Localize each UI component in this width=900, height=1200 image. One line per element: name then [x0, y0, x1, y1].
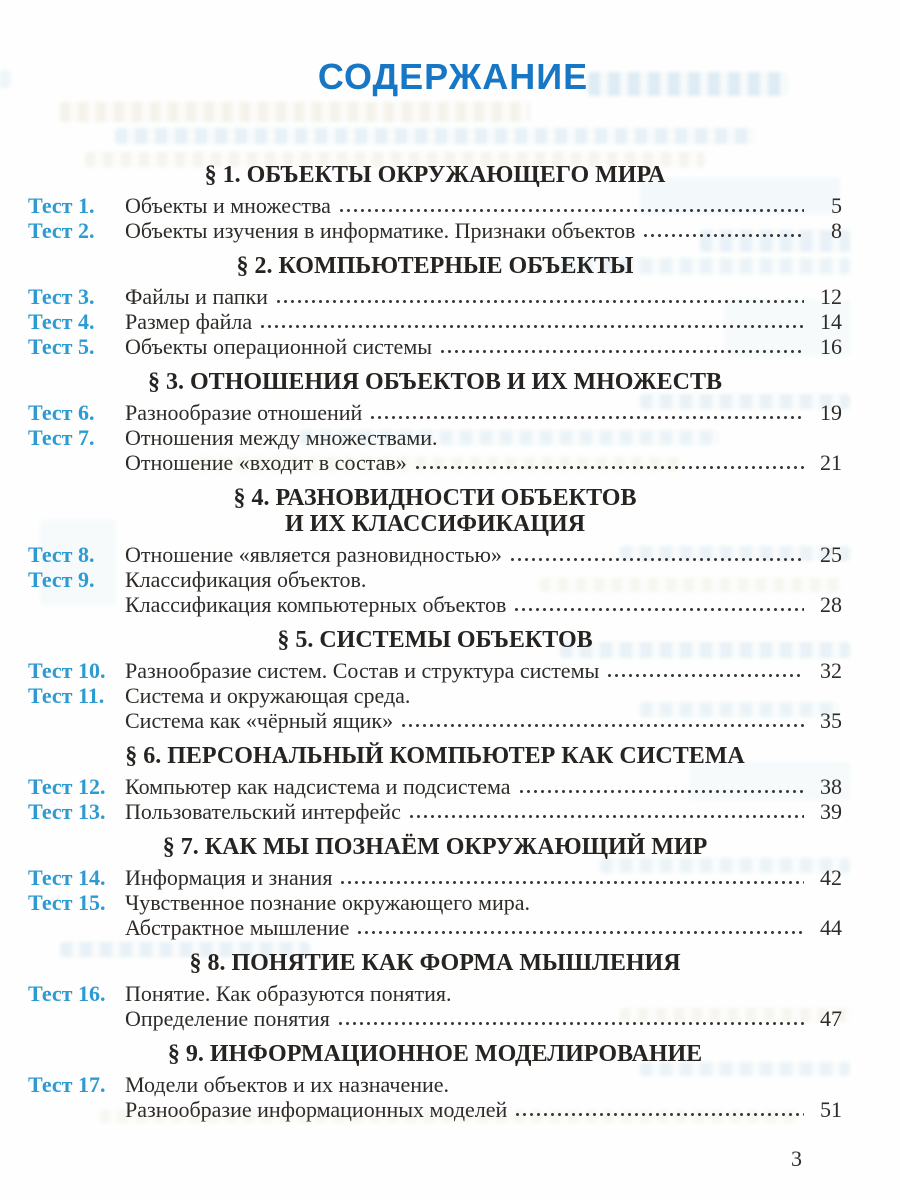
section-heading-line: § 6. ПЕРСОНАЛЬНЫЙ КОМПЬЮТЕР КАК СИСТЕМА [125, 743, 745, 769]
toc-entry-line [28, 284, 842, 309]
dotted-leader [259, 324, 804, 329]
section-heading [28, 369, 842, 395]
entry-title: Система как «чёрный ящик» [125, 708, 394, 733]
toc-section [28, 485, 842, 617]
dotted-leader [338, 208, 804, 213]
toc-entry-line [28, 1006, 842, 1031]
entry-title: Разнообразие отношений [125, 400, 363, 425]
page-ref: 44 [820, 915, 842, 940]
entry-title: Определение понятия [125, 1006, 330, 1031]
toc-entry [28, 218, 842, 243]
toc-entry [28, 890, 842, 940]
dotted-leader [642, 233, 804, 238]
page-ref: 28 [820, 592, 842, 617]
test-label: Тест 5. [28, 334, 95, 359]
page-ref: 8 [831, 218, 842, 243]
page-ref: 25 [820, 542, 842, 567]
page-number: 3 [791, 1146, 802, 1171]
toc-entry-line [28, 708, 842, 733]
toc-section [28, 162, 842, 243]
entry-title: Модели объектов и их назначение. [125, 1072, 450, 1097]
test-label: Тест 3. [28, 284, 95, 309]
test-label: Тест 17. [28, 1072, 106, 1097]
toc-section [28, 369, 842, 475]
page-ref: 38 [820, 774, 842, 799]
page-ref: 14 [820, 309, 842, 334]
toc-entry [28, 284, 842, 309]
dotted-leader [337, 1021, 804, 1026]
toc-entry-line [28, 592, 842, 617]
toc-entry [28, 425, 842, 475]
entry-title: Размер файла [125, 309, 253, 334]
dotted-leader [606, 673, 804, 678]
entry-title: Понятие. Как образуются понятия. [125, 981, 452, 1006]
page-ref: 5 [831, 193, 842, 218]
section-heading [28, 162, 842, 188]
test-label: Тест 6. [28, 400, 95, 425]
entry-title: Разнообразие информационных моделей [125, 1097, 508, 1122]
toc-entry [28, 334, 842, 359]
test-label: Тест 7. [28, 425, 95, 450]
page-ref: 39 [820, 799, 842, 824]
toc-section [28, 253, 842, 359]
test-label: Тест 14. [28, 865, 106, 890]
section-heading-line: § 9. ИНФОРМАЦИОННОЕ МОДЕЛИРОВАНИЕ [167, 1041, 703, 1067]
toc-entry [28, 400, 842, 425]
toc-entry-line [28, 542, 842, 567]
test-label: Тест 16. [28, 981, 106, 1006]
test-label: Тест 4. [28, 309, 95, 334]
toc-entry [28, 774, 842, 799]
table-of-contents [28, 162, 842, 1122]
section-heading-line: § 4. РАЗНОВИДНОСТИ ОБЪЕКТОВ [233, 485, 637, 511]
page-ref: 19 [820, 400, 842, 425]
toc-entry-line [28, 218, 842, 243]
toc-entry-line [28, 658, 842, 683]
test-label: Тест 12. [28, 774, 106, 799]
entry-title: Информация и знания [125, 865, 333, 890]
dotted-leader [509, 557, 804, 562]
dotted-leader [514, 1112, 804, 1117]
entry-title: Компьютер как надсистема и подсистема [125, 774, 511, 799]
entry-title: Объекты и множества [125, 193, 331, 218]
section-heading-line: § 1. ОБЪЕКТЫ ОКРУЖАЮЩЕГО МИРА [204, 162, 666, 188]
section-heading [28, 253, 842, 279]
section-heading [28, 834, 842, 860]
toc-entry-line [28, 450, 842, 475]
section-heading-line: § 5. СИСТЕМЫ ОБЪЕКТОВ [277, 627, 593, 653]
dotted-leader [369, 415, 804, 420]
toc-entry-line [28, 309, 842, 334]
page-ref: 47 [820, 1006, 842, 1031]
toc-section [28, 950, 842, 1031]
dotted-leader [439, 349, 804, 354]
entry-title: Файлы и папки [125, 284, 268, 309]
toc-entry-line [28, 334, 842, 359]
page-ref: 21 [820, 450, 842, 475]
page-ref: 35 [820, 708, 842, 733]
test-label: Тест 9. [28, 567, 95, 592]
toc-entry-line [28, 567, 842, 592]
toc-entry [28, 683, 842, 733]
toc-entry [28, 193, 842, 218]
section-heading-line: § 7. КАК МЫ ПОЗНАЁМ ОКРУЖАЮЩИЙ МИР [162, 834, 708, 860]
section-heading [28, 743, 842, 769]
dotted-leader [414, 465, 804, 470]
page-ref: 51 [820, 1097, 842, 1122]
entry-title: Система и окружающая среда. [125, 683, 411, 708]
toc-section [28, 627, 842, 733]
dotted-leader [275, 299, 804, 304]
dotted-leader [356, 930, 804, 935]
section-heading-line: И ИХ КЛАССИФИКАЦИЯ [284, 511, 586, 537]
dotted-leader [518, 789, 805, 794]
toc-entry [28, 658, 842, 683]
toc-entry-line [28, 981, 842, 1006]
page-ref: 42 [820, 865, 842, 890]
section-heading [28, 627, 842, 653]
test-label: Тест 1. [28, 193, 95, 218]
toc-entry [28, 981, 842, 1031]
test-label: Тест 10. [28, 658, 106, 683]
entry-title: Отношения между множествами. [125, 425, 438, 450]
section-heading-line: § 8. ПОНЯТИЕ КАК ФОРМА МЫШЛЕНИЯ [189, 950, 681, 976]
toc-entry [28, 1072, 842, 1122]
test-label: Тест 2. [28, 218, 95, 243]
toc-entry-line [28, 799, 842, 824]
section-heading-line: § 3. ОТНОШЕНИЯ ОБЪЕКТОВ И ИХ МНОЖЕСТВ [148, 369, 722, 395]
test-label: Тест 13. [28, 799, 106, 824]
test-label: Тест 15. [28, 890, 106, 915]
entry-title: Отношение «входит в состав» [125, 450, 407, 475]
toc-section [28, 834, 842, 940]
page-title: СОДЕРЖАНИЕ [317, 56, 589, 97]
entry-title: Пользовательский интерфейс [125, 799, 401, 824]
toc-entry [28, 542, 842, 567]
dotted-leader [408, 814, 804, 819]
entry-title: Отношение «является разновидностью» [125, 542, 502, 567]
entry-title: Объекты операционной системы [125, 334, 433, 359]
toc-section [28, 743, 842, 824]
section-heading [28, 1041, 842, 1067]
dotted-leader [339, 880, 804, 885]
entry-title: Разнообразие систем. Состав и структура системы [125, 658, 600, 683]
toc-entry [28, 567, 842, 617]
test-label: Тест 8. [28, 542, 95, 567]
toc-entry-line [28, 683, 842, 708]
entry-title: Абстрактное мышление [125, 915, 350, 940]
entry-title: Классификация компьютерных объектов [125, 592, 507, 617]
toc-section [28, 1041, 842, 1122]
toc-entry-line [28, 774, 842, 799]
toc-entry-line [28, 1097, 842, 1122]
section-heading [28, 950, 842, 976]
page-ref: 16 [820, 334, 842, 359]
section-heading-line: § 2. КОМПЬЮТЕРНЫЕ ОБЪЕКТЫ [236, 253, 634, 279]
dotted-leader [400, 723, 804, 728]
toc-entry-line [28, 425, 842, 450]
page-ref: 32 [820, 658, 842, 683]
section-heading [28, 485, 842, 537]
toc-entry-line [28, 915, 842, 940]
toc-entry-line [28, 400, 842, 425]
page-ref: 12 [820, 284, 842, 309]
toc-entry-line [28, 865, 842, 890]
entry-title: Классификация объектов. [125, 567, 367, 592]
toc-entry [28, 865, 842, 890]
toc-entry-line [28, 1072, 842, 1097]
entry-title: Объекты изучения в информатике. Признаки объектов [125, 218, 636, 243]
entry-title: Чувственное познание окружающего мира. [125, 890, 531, 915]
toc-entry [28, 799, 842, 824]
toc-entry-line [28, 193, 842, 218]
toc-entry-line [28, 890, 842, 915]
dotted-leader [513, 607, 804, 612]
toc-entry [28, 309, 842, 334]
test-label: Тест 11. [28, 683, 105, 708]
